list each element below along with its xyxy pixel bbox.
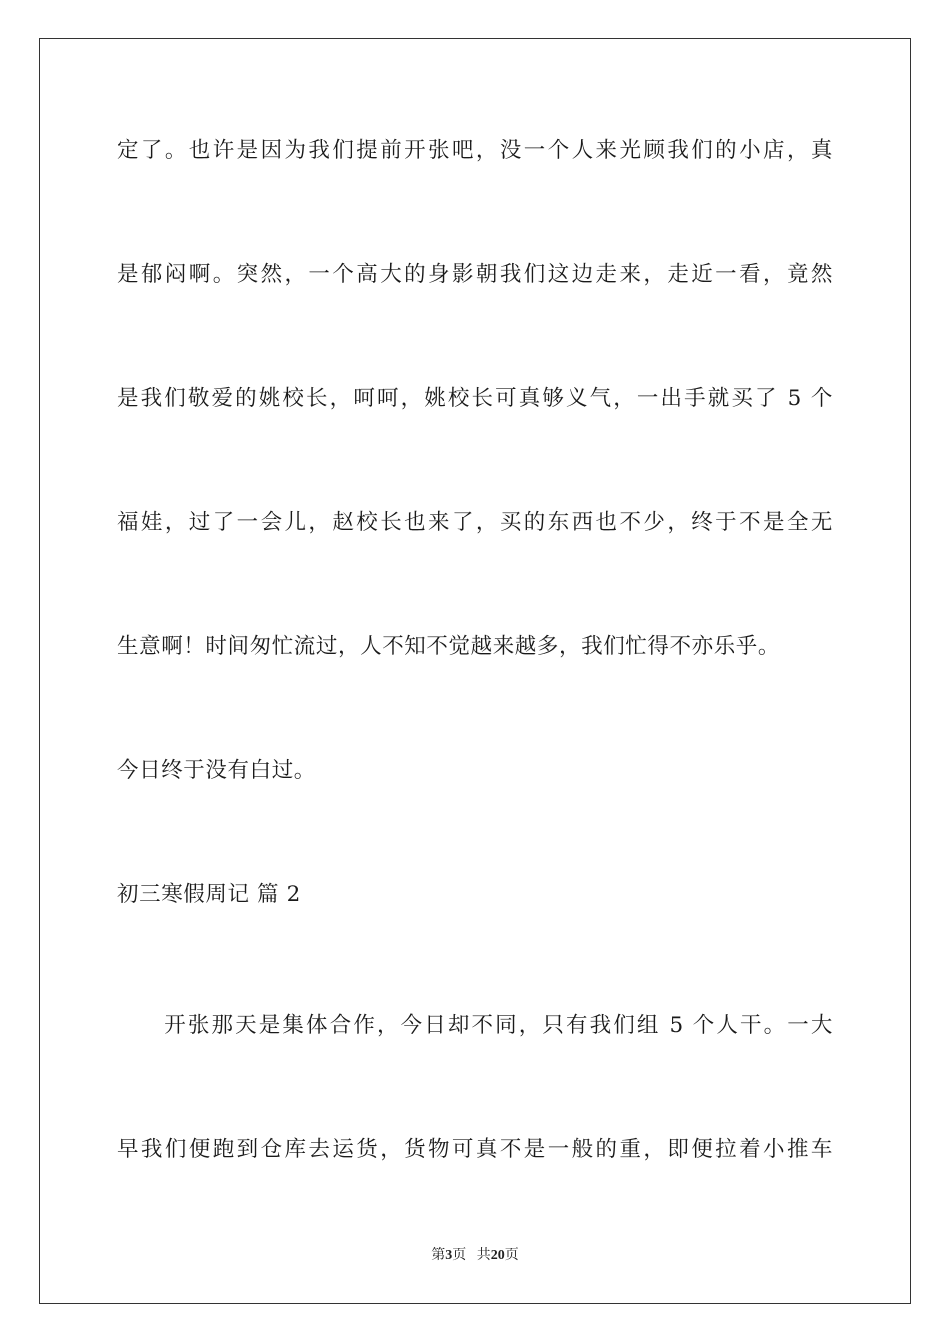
footer-page-prefix: 第 [431,1248,446,1263]
text-line-2: 是郁闷啊。突然，一个高大的身影朝我们这边走来，走近一看，竟然 [117,262,833,287]
text-line-6: 今日终于没有白过。 [117,758,316,783]
text-line-4: 福娃，过了一会儿，赵校长也来了，买的东西也不少，终于不是全无 [117,510,833,535]
section-heading: 初三寒假周记 篇 2 [117,882,301,907]
footer-page-unit: 页 [452,1248,467,1263]
text-line-9: 早我们便跑到仓库去运货，货物可真不是一般的重，即便拉着小推车 [117,1137,833,1162]
footer-total-prefix: 共 [476,1248,491,1263]
page-footer [0,1247,950,1265]
text-line-5: 生意啊！时间匆忙流过，人不知不觉越来越多，我们忙得不亦乐乎。 [117,634,781,659]
text-line-1: 定了。也许是因为我们提前开张吧，没一个人来光顾我们的小店，真 [117,138,833,163]
page-border [39,38,911,1304]
text-line-3: 是我们敬爱的姚校长，呵呵，姚校长可真够义气，一出手就买了 5 个 [117,386,833,411]
footer-page-current: 3 [445,1248,453,1263]
footer-page-total: 20 [490,1248,505,1263]
text-line-8: 开张那天是集体合作，今日却不同，只有我们组 5 个人干。一大 [117,1013,833,1038]
footer-total-unit: 页 [504,1248,519,1263]
